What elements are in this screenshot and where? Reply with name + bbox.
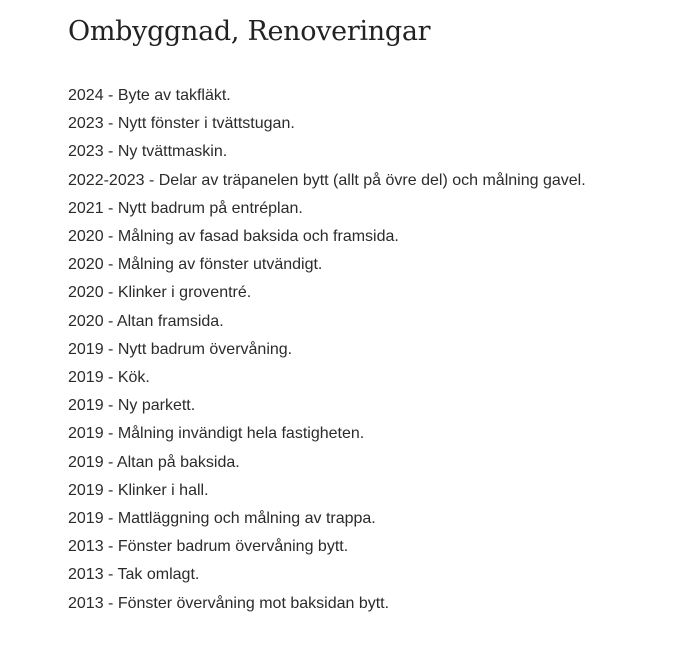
list-item: 2022-2023 - Delar av träpanelen bytt (allt på övre del) och målning gavel.: [68, 171, 586, 189]
list-item: 2021 - Nytt badrum på entréplan.: [68, 199, 303, 217]
list-item: 2013 - Fönster övervåning mot baksidan bytt.: [68, 594, 390, 612]
list-item: 2023 - Nytt fönster i tvättstugan.: [68, 115, 295, 133]
list-item: 2019 - Klinker i hall.: [68, 481, 209, 499]
list-item: 2020 - Målning av fönster utvändigt.: [68, 256, 323, 274]
list-item: 2013 - Tak omlagt.: [68, 566, 200, 584]
list-item: 2024 - Byte av takfläkt.: [68, 87, 231, 104]
list-item: 2013 - Fönster badrum övervåning bytt.: [68, 538, 349, 556]
list-item: 2019 - Nytt badrum övervåning.: [68, 340, 293, 358]
list-item: 2019 - Målning invändigt hela fastigheten.: [68, 425, 365, 443]
list-item: 2019 - Ny parkett.: [68, 397, 196, 415]
list-item: 2020 - Altan framsida.: [68, 312, 224, 330]
list-item: 2020 - Klinker i groventré.: [68, 284, 252, 302]
page-title: Ombyggnad, Renoveringar: [68, 16, 431, 47]
renovation-list: [68, 82, 678, 618]
list-item: 2023 - Ny tvättmaskin.: [68, 143, 228, 161]
list-item: 2019 - Altan på baksida.: [68, 453, 240, 471]
list-item: 2020 - Målning av fasad baksida och framsida.: [68, 228, 399, 246]
renovations-section: [68, 12, 678, 618]
list-item: 2019 - Kök.: [68, 369, 150, 387]
list-item: 2019 - Mattläggning och målning av trappa.: [68, 510, 376, 528]
